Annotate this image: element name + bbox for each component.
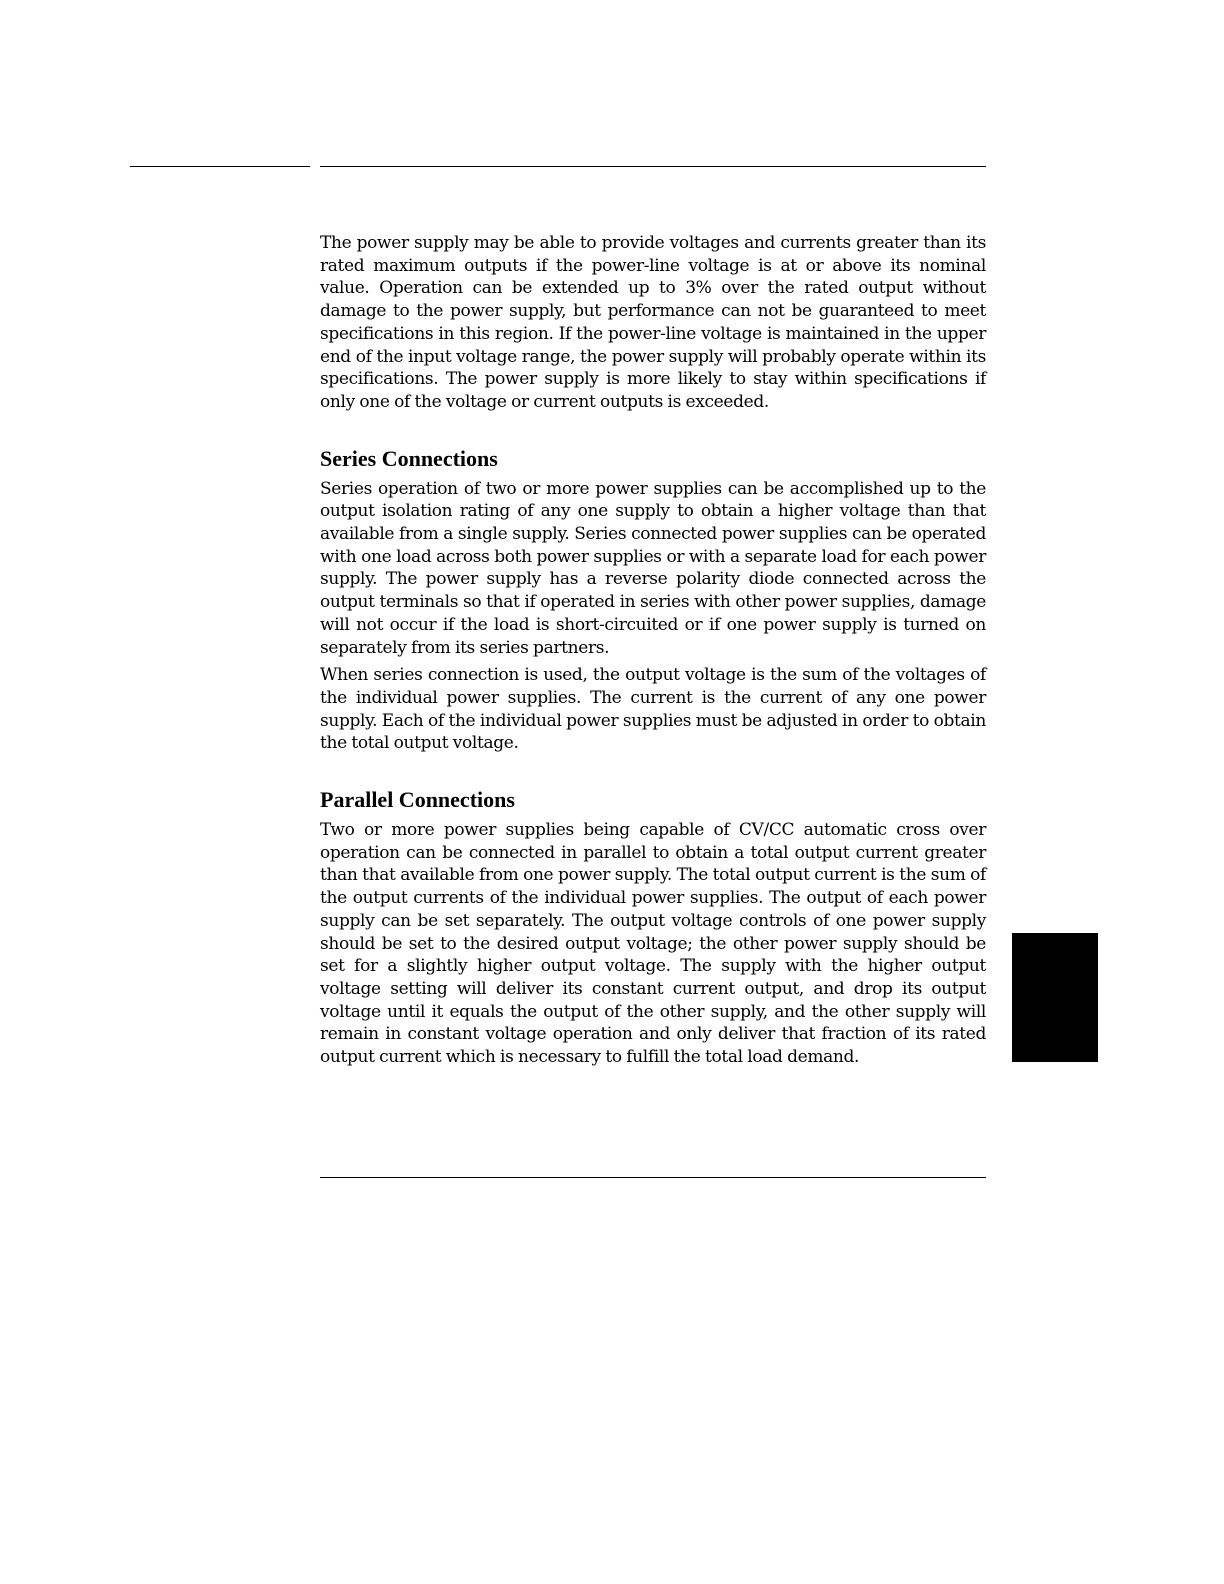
page-body — [320, 232, 986, 1069]
parallel-paragraph-1: Two or more power supplies being capable of CV/CC automatic cross over operation can be connected in parallel to obtain a total output current greater than that available from one power supply. The total output current is the sum of the output currents of the individual power supplies. The output of each power supply can be set separately. The output voltage controls of one power supply should be set to the desired output voltage; the other power supply should be set for a slightly higher output voltage. The supply with the higher output voltage setting will deliver its constant current output, and drop its output voltage until it equals the output of the other supply, and the other supply will remain in constant voltage operation and only deliver that fraction of its rated output current which is necessary to fulfill the total load demand. — [320, 820, 986, 1068]
header-rule-right — [320, 166, 986, 167]
footer-rule — [320, 1177, 986, 1178]
parallel-connections-heading: Parallel Connections — [320, 787, 515, 813]
series-paragraph-1: Series operation of two or more power supplies can be accomplished up to the output isolation rating of any one supply to obtain a higher voltage than that available from a single supply. Series connected power supplies can be operated with one load across both power supplies or with a separate load for each power supply. The power supply has a reverse polarity diode connected across the output terminals so that if operated in series with other power supplies, damage will not occur if the load is short-circuited or if one power supply is turned on separately from its series partners. — [320, 478, 986, 658]
series-paragraph-2: When series connection is used, the output voltage is the sum of the voltages of the individual power supplies. The current is the current of any one power supply. Each of the individual power supplies must be adjusted in order to obtain the total output voltage. — [320, 665, 986, 754]
header-rule-left — [130, 166, 310, 167]
chapter-thumb-tab — [1012, 933, 1098, 1062]
intro-paragraph: The power supply may be able to provide voltages and currents greater than its rated maximum outputs if the power-line voltage is at or above its nominal value. Operation can be extended up to 3% over the rated output without damage to the power supply, but performance can not be guaranteed to meet specifications in this region. If the power-line voltage is maintained in the upper end of the input voltage range, the power supply will probably operate within its specifications. The power supply is more likely to stay within specifications if only one of the voltage or current outputs is exceeded. — [320, 233, 986, 412]
series-connections-heading: Series Connections — [320, 445, 498, 471]
